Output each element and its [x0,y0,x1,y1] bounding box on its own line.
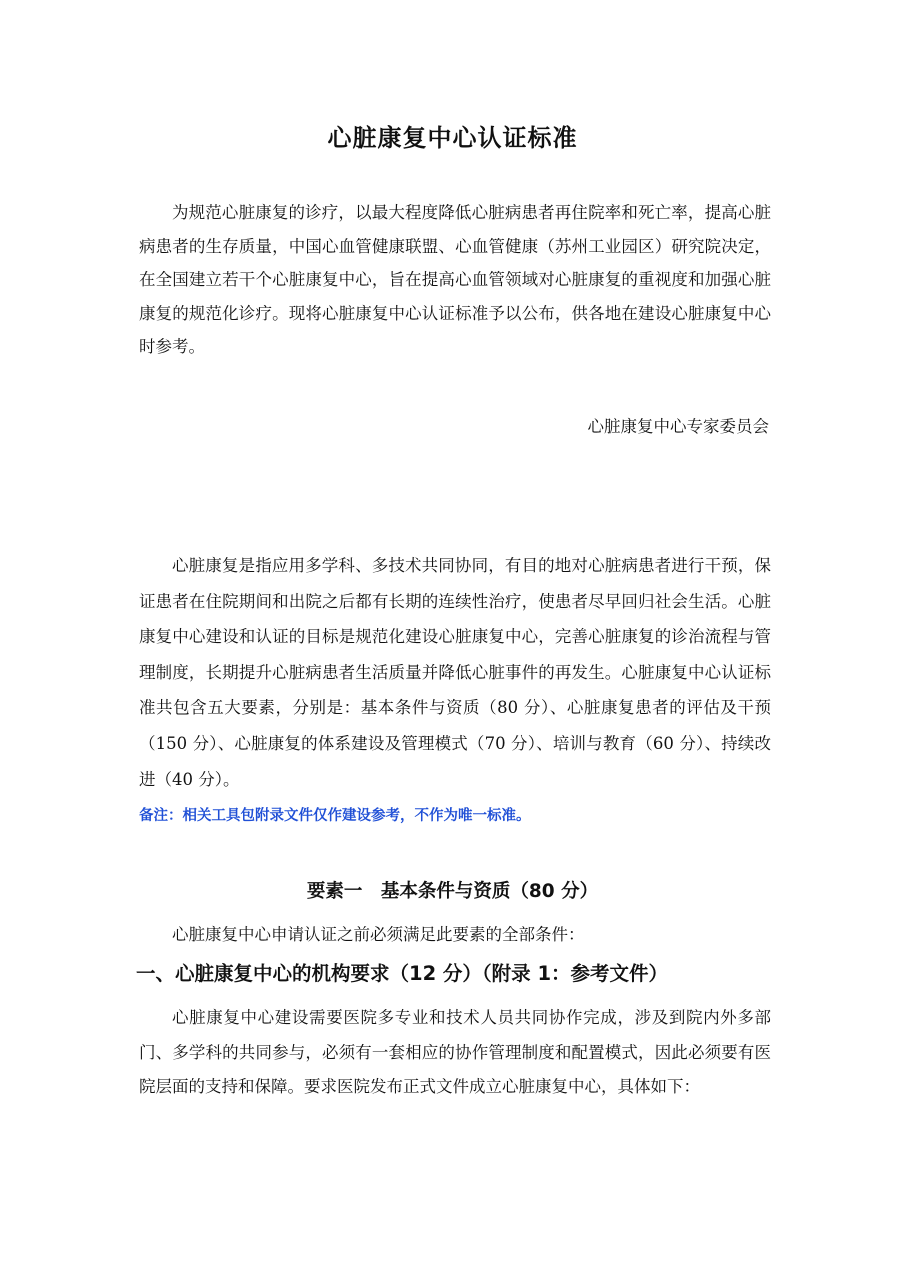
intro-paragraph: 为规范心脏康复的诊疗，以最大程度降低心脏病患者再住院率和死亡率，提高心脏病患者的生存质量，中国心血管健康联盟、心血管健康（苏州工业园区）研究院决定，在全国建立若干个心脏康复中心，旨在提高心血管领域对心脏康复的重视度和加强心脏康复的规范化诊疗。现将心脏康复中心认证标准予以公布，供各地在建设心脏康复中心时参考。 [139,203,771,357]
element-one-heading: 要素一 基本条件与资质（80 分） [306,881,599,902]
document-title: 心脏康复中心认证标准 [327,124,578,152]
section-one-heading: 一、心脏康复中心的机构要求（12 分）（附录 1：参考文件） [136,962,669,985]
element-intro-paragraph: 心脏康复中心申请认证之前必须满足此要素的全部条件： [172,925,585,944]
overview-paragraph: 心脏康复是指应用多学科、多技术共同协同，有目的地对心脏病患者进行干预，保证患者在住院期间和出院之后都有长期的连续性治疗，使患者尽早回归社会生活。心脏康复中心建设和认证的目标是规范化建设心脏康复中心，完善心脏康复的诊治流程与管理制度，长期提升心脏病患者生活质量并降低心脏事件的再发生。心脏康复中心认证标准共包含五大要素，分别是：基本条件与资质（80 分）、心脏康复患者的评估及干预（150 分）、心脏康复的体系建设及管理模式（70 分）、培训与教育（60 分）、持续改进（40 分）。 [139,556,771,789]
committee-signature: 心脏康复中心专家委员会 [587,417,769,436]
section-one-paragraph: 心脏康复中心建设需要医院多专业和技术人员共同协作完成，涉及到院内外多部门、多学科的共同参与，必须有一套相应的协作管理制度和配置模式，因此必须要有医院层面的支持和保障。要求医院发布正式文件成立心脏康复中心，具体如下： [139,1008,771,1097]
note-text: 备注：相关工具包附录文件仅作建设参考，不作为唯一标准。 [139,808,531,824]
